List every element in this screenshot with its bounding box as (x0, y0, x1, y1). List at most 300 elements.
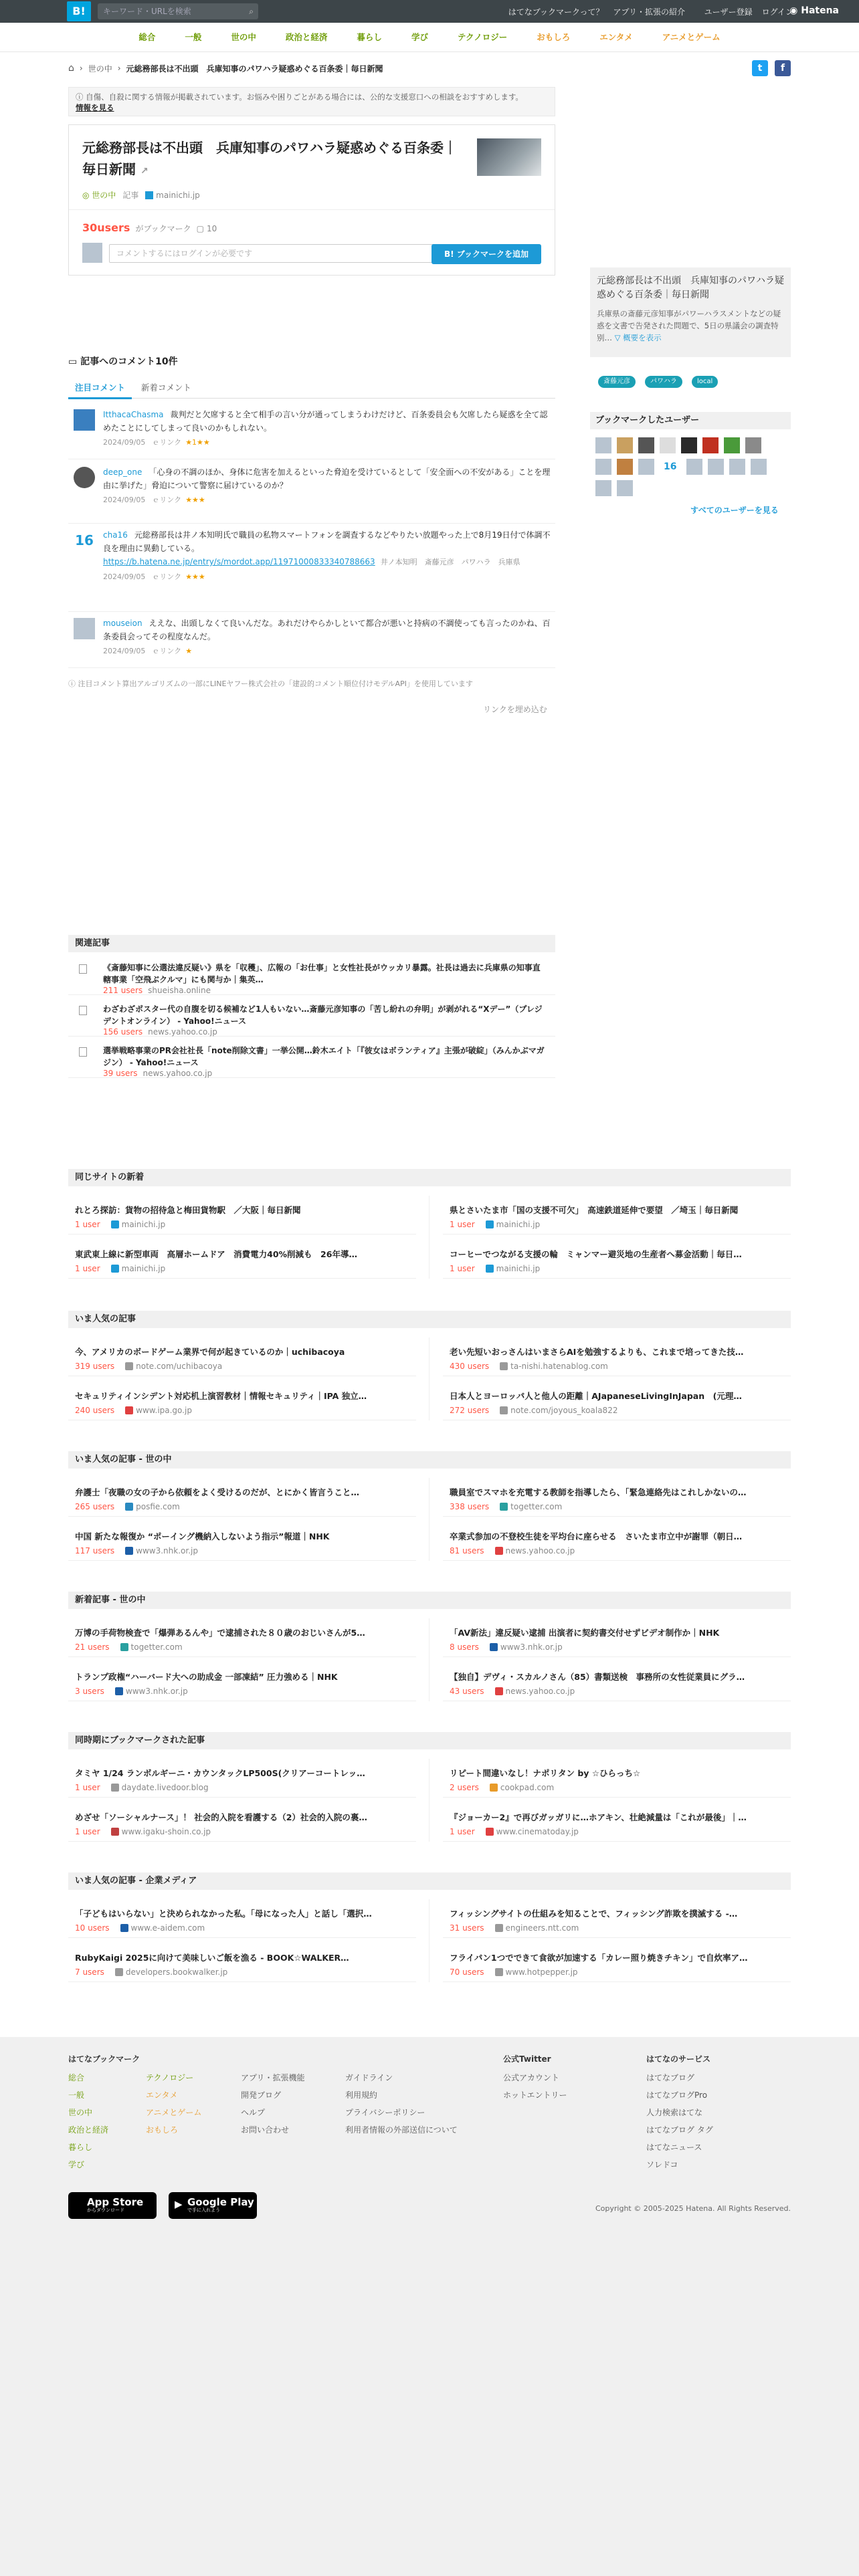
related-site: news.yahoo.co.jp (148, 1027, 217, 1037)
article-site[interactable] (494, 1406, 617, 1415)
footer-link[interactable]: テクノロジー (146, 2073, 194, 2082)
users-count[interactable]: 1 user (75, 1264, 100, 1273)
article-users (450, 1362, 608, 1371)
footer-link[interactable]: 利用者情報の外部送信について (345, 2125, 458, 2135)
article-item[interactable] (443, 1943, 791, 1982)
article-users (450, 1923, 579, 1933)
article-title[interactable]: 弁護士「夜職の女の子から依頼をよく受けるのだが、とにかく皆言うこと… (75, 1487, 360, 1497)
article-site[interactable] (106, 1783, 209, 1792)
users-count[interactable]: 265 users (75, 1502, 115, 1511)
comment-username[interactable]: mouseion (103, 619, 142, 628)
article-title[interactable]: 日本人とヨーロッパ人と他人の距離｜AJapaneseLivingInJapan (元理… (450, 1391, 742, 1401)
footer-link[interactable]: エンタメ (146, 2090, 178, 2100)
divider (68, 611, 555, 612)
footer-link[interactable]: ガイドライン (345, 2073, 393, 2082)
comment-date[interactable]: 2024/09/05 (103, 572, 146, 581)
users-count[interactable]: 1 user (450, 1264, 475, 1273)
users-count[interactable]: 8 users (450, 1642, 479, 1652)
article-users (75, 1923, 205, 1933)
bookmark-user-avatar[interactable] (686, 459, 702, 475)
article-title[interactable]: 老い先短いおっさんはいまさらAIを勉強するよりも、これまで培ってきた技… (450, 1347, 744, 1357)
footer-link[interactable]: はてなブログ (646, 2073, 695, 2082)
users-count: 156 users (103, 1027, 143, 1037)
bookmark-user-avatar[interactable] (617, 480, 633, 496)
comment-icon: ▭ (68, 356, 81, 367)
users-count[interactable]: 272 users (450, 1406, 490, 1415)
site-name: mainichi.jp (121, 1264, 166, 1273)
site-name: engineers.ntt.com (505, 1923, 579, 1933)
comment-date[interactable]: 2024/09/05 (103, 496, 146, 504)
bookmark-user-avatar[interactable] (745, 437, 761, 453)
article-title[interactable]: めざせ「ソーシャルナース」！ 社会的入院を看護する（2）社会的入院の裏… (75, 1812, 367, 1822)
article-item[interactable] (68, 1337, 416, 1376)
users-count[interactable]: 338 users (450, 1502, 490, 1511)
comment-text: 「心身の不調のほか、身体に危害を加えるといった脅迫を受けているとして「安全面への不安がある」ことを理由に挙げた」脅迫について警察に届けているのか？ (103, 467, 551, 490)
article-item[interactable] (443, 1337, 791, 1376)
article-title[interactable]: 東武東上線に新型車両 高層ホームドア 消費電力40%削減も 26年導… (75, 1249, 357, 1259)
footer-twitter-heading: 公式Twitter (503, 2054, 551, 2064)
users-count[interactable]: 1 user (450, 1827, 475, 1836)
show-summary-link[interactable]: ▽ 概要を表示 (614, 333, 662, 342)
article-item[interactable] (68, 1943, 416, 1982)
article-title[interactable]: タミヤ 1/24 ランボルギーニ・カウンタックLP500S(クリアーコートレッ… (75, 1768, 365, 1778)
footer-link[interactable]: 学び (68, 2160, 85, 2169)
article-site[interactable] (106, 1220, 166, 1229)
site-name: news.yahoo.co.jp (505, 1687, 575, 1696)
related-title[interactable]: わざわざポスター代の自腹を切る候補など1人もいない…斎藤元彦知事の「苦し紛れの弁明」が剥がれる“Xデー”（プレジデントオンライン） - Yahoo!ニュース (103, 1004, 543, 1026)
tab-new-comments[interactable]: 新着コメント (140, 383, 191, 393)
article-site[interactable] (106, 1264, 166, 1273)
site-name: www.e-aidem.com (130, 1923, 205, 1933)
info-icon: ⓘ (76, 92, 86, 102)
footer-link[interactable]: 一般 (68, 2090, 85, 2100)
bookmark-user-avatar[interactable] (681, 437, 697, 453)
section-heading: 新着記事 - 世の中 (68, 1592, 791, 1609)
column-divider (429, 1759, 430, 1842)
nav-item[interactable]: 政治と経済 (285, 32, 328, 42)
bookmark-users-heading: ブックマークしたユーザー (590, 412, 791, 429)
bookmark-user-avatar[interactable] (638, 437, 654, 453)
users-count[interactable]: 2 users (450, 1783, 479, 1792)
nav-item[interactable]: おもしろ (537, 32, 571, 42)
divider (68, 523, 555, 524)
footer-link[interactable]: 総合 (68, 2073, 85, 2082)
article-title[interactable]: 県とさいたま市「国の支援不可欠」 高速鉄道延伸で要望 ／埼玉｜毎日新聞 (450, 1205, 739, 1215)
article-item[interactable] (443, 1382, 791, 1420)
footer-link[interactable]: ヘルプ (241, 2108, 266, 2117)
bookmark-user-avatar[interactable] (595, 437, 611, 453)
nav-item[interactable]: 一般 (185, 32, 202, 42)
related-title[interactable]: 《斎藤知事に公選法違反疑い》県を「収穫」、広報の「お仕事」と女性社長がウッカリ暴露。社長は過去に兵庫県の知事直轄事業「空飛ぶクルマ」にも関与か｜集英… (103, 963, 541, 984)
bookmark-user-avatar[interactable] (724, 437, 740, 453)
column-divider (429, 1618, 430, 1701)
footer-link[interactable]: 公式アカウント (503, 2073, 559, 2082)
article-users (450, 1264, 540, 1273)
search-icon[interactable]: ⌕ (249, 7, 254, 16)
column-divider (429, 1899, 430, 1982)
users-count[interactable]: 319 users (75, 1362, 115, 1371)
article-site[interactable] (490, 1546, 575, 1555)
tag-chip[interactable]: 斎藤元彦 (598, 376, 636, 388)
comments-heading: ▭ 記事へのコメント10件 (68, 356, 178, 367)
star-rating[interactable]: ★ (185, 647, 193, 655)
register-link[interactable]: ユーザー登録 (704, 7, 753, 17)
site-favicon-icon (145, 191, 153, 199)
footer-link[interactable]: 世の中 (68, 2108, 93, 2117)
related-site: news.yahoo.co.jp (142, 1069, 213, 1078)
footer-link[interactable]: アプリ・拡張機能 (241, 2073, 305, 2082)
footer-link[interactable]: はてなニュース (646, 2143, 702, 2152)
users-count[interactable]: 430 users (450, 1362, 490, 1371)
article-title[interactable]: 【独自】デヴィ・スカルノさん（85）書類送検 事務所の女性従業員にグラ… (450, 1672, 745, 1682)
nav-item[interactable]: テクノロジー (457, 32, 508, 42)
footer-link[interactable]: 人力検索はてな (646, 2108, 703, 2117)
users-count[interactable]: 117 users (75, 1546, 115, 1555)
site-name: mainichi.jp (496, 1264, 541, 1273)
bookmark-user-avatar[interactable] (702, 437, 719, 453)
article-item[interactable] (68, 1618, 416, 1657)
related-users[interactable] (103, 1069, 212, 1078)
link-label[interactable]: ｅリンク (152, 647, 182, 655)
site-favicon-icon (111, 1265, 119, 1273)
site-name: ta-nishi.hatenablog.com (510, 1362, 608, 1371)
article-site[interactable] (120, 1502, 180, 1511)
comment-username[interactable]: deep_one (103, 467, 142, 477)
site-favicon-icon (500, 1503, 508, 1511)
article-item[interactable] (68, 1803, 416, 1842)
footer-link[interactable]: お問い合わせ (241, 2125, 290, 2135)
users-count[interactable]: 81 users (450, 1546, 484, 1555)
users-count[interactable]: 1 user (75, 1783, 100, 1792)
article-item[interactable] (68, 1759, 416, 1798)
article-title[interactable]: トランプ政権“ハーバード大への助成金 一部凍結” 圧力強める｜NHK (75, 1672, 338, 1682)
article-users (450, 1642, 563, 1652)
comment-username[interactable]: ItthacaChasma (103, 410, 164, 419)
article-title[interactable]: 『ジョーカー2』で再びガッガリに…ホアキン、壮絶減量は「これが最後」｜… (450, 1812, 747, 1822)
site-favicon-icon (495, 1968, 503, 1976)
section-heading: いま人気の記事 (68, 1311, 791, 1328)
related-users[interactable] (103, 986, 211, 995)
bookmark-user-avatar[interactable] (729, 459, 745, 475)
about-link[interactable]: はてなブックマークって？ (508, 7, 604, 17)
article-users (75, 1220, 165, 1229)
article-item[interactable] (68, 1522, 416, 1561)
article-site[interactable] (480, 1827, 579, 1836)
article-item[interactable] (443, 1478, 791, 1517)
copyright: Copyright © 2005-2025 Hatena. All Rights Reserved. (595, 2204, 791, 2213)
article-item[interactable] (68, 1662, 416, 1701)
site-name: note.com/uchibacoya (136, 1362, 223, 1371)
comment-text: 裁判だと欠席すると全て相手の言い分が通ってしまうわけだけど、百条委員会も欠席したら疑惑を全て認めたことにしてしまって良いのかもしれない。 (103, 410, 548, 433)
comment-item (68, 465, 555, 519)
star-rating[interactable]: ★1★★ (185, 438, 210, 447)
article-title[interactable]: セキュリティインシデント対応机上演習教材｜情報セキュリティ｜IPA 独立… (75, 1391, 367, 1401)
breadcrumb-page: 元総務部長は不出頭 兵庫知事のパワハラ疑惑めぐる百条委｜毎日新聞 (126, 64, 383, 74)
nav-item[interactable]: エンタメ (599, 32, 633, 42)
article-item[interactable] (443, 1803, 791, 1842)
notice-link[interactable]: 情報を見る (76, 103, 114, 112)
comment-username[interactable]: cha16 (103, 530, 128, 540)
footer-heading: はてなブックマーク (68, 2054, 140, 2064)
users-count[interactable]: 43 users (450, 1687, 484, 1696)
article-title[interactable]: れとろ探訪：貨物の招待急と梅田貨物駅 ／大阪｜毎日新聞 (75, 1205, 301, 1215)
article-site[interactable] (490, 1923, 579, 1933)
article-site[interactable] (484, 1642, 563, 1652)
footer-link[interactable]: はてなブログ タグ (646, 2125, 713, 2135)
footer-services-heading: はてなのサービス (646, 2054, 711, 2064)
link-label[interactable]: ｅリンク (152, 438, 182, 447)
footer-link[interactable]: ソレドコ (646, 2160, 678, 2169)
site-name: mainichi.jp (496, 1220, 541, 1229)
article-title[interactable]: フィッシングサイトの仕組みを知ることで、フィッシング詐欺を撲滅する -… (450, 1909, 738, 1919)
article-site[interactable] (106, 1827, 211, 1836)
related-heading: 関連記事 (68, 935, 555, 952)
article-title[interactable]: RubyKaigi 2025に向けて美味しいご飯を漁る - BOOK☆WALKER… (75, 1953, 349, 1963)
star-rating[interactable]: ★★★ (185, 572, 205, 581)
login-link[interactable]: ログイン (761, 7, 793, 17)
bookmark-user-avatar[interactable] (595, 459, 611, 475)
article-title[interactable]: リピート間違いなし！ナポリタン by ☆ひらっち☆ (450, 1768, 641, 1778)
article-site[interactable] (490, 1967, 578, 1977)
article-site[interactable] (484, 1783, 554, 1792)
twitter-share-icon[interactable]: t (752, 60, 768, 76)
article-users (450, 1827, 579, 1836)
comment-link[interactable]: https://b.hatena.ne.jp/entry/s/mordot.app/11971000833340788663 (103, 557, 375, 566)
divider (69, 209, 555, 210)
article-title[interactable]: 「子どもはいらない」と決められなかった私。「母になった人」と話し「選択… (75, 1909, 372, 1919)
footer-link[interactable]: 暮らし (68, 2143, 93, 2152)
facebook-share-icon[interactable]: f (775, 60, 791, 76)
footer (0, 2037, 859, 2576)
hatena-bookmark-logo[interactable]: B! (67, 1, 91, 21)
article-site[interactable] (490, 1687, 575, 1696)
nav-item[interactable]: アニメとゲーム (662, 32, 721, 42)
comment-body (103, 528, 551, 584)
all-users-link[interactable]: すべてのユーザーを見る (690, 506, 779, 515)
article-users (75, 1502, 180, 1511)
users-count[interactable]: 3 users (75, 1687, 104, 1696)
site-favicon-icon (111, 1220, 119, 1228)
article-title[interactable]: 中国 新たな報復か “ポーイング機納入しないよう指示”報道｜NHK (75, 1531, 330, 1541)
embed-link[interactable]: リンクを埋め込む (483, 705, 547, 714)
article-item[interactable] (443, 1196, 791, 1235)
entry-card (68, 124, 555, 276)
related-title[interactable]: 選挙戦略事業のPR会社社長「note削除文書」一挙公開…鈴木エイト「『彼女はボランティア』主張が破綻」（みんかぶマガジン） - Yahoo!ニュース (103, 1046, 545, 1067)
article-item[interactable] (443, 1899, 791, 1938)
users-count[interactable]: 1 user (75, 1220, 100, 1229)
user-avatar (82, 243, 102, 263)
nav-item[interactable]: 暮らし (357, 32, 382, 42)
app-store-button[interactable]: App Store からダウンロード (68, 2192, 157, 2219)
article-title[interactable]: フライパン1つでできて食欲が加速する「カレー照り焼きチキン」で自炊率ア… (450, 1953, 748, 1963)
site-name: www3.nhk.or.jp (500, 1642, 563, 1652)
article-title[interactable]: コーヒーでつながる支援の輪 ミャンマー避災地の生産者へ募金活動｜毎日… (450, 1249, 742, 1259)
avatar[interactable] (74, 467, 95, 488)
article-item[interactable] (68, 1196, 416, 1235)
article-item[interactable] (443, 1759, 791, 1798)
column-divider (429, 1337, 430, 1420)
article-item[interactable] (443, 1522, 791, 1561)
site-favicon-icon (125, 1362, 133, 1370)
related-users[interactable] (103, 1027, 217, 1037)
breadcrumb-section[interactable]: 世の中 (88, 64, 112, 74)
site-favicon-icon (490, 1643, 498, 1651)
category-nav (0, 23, 859, 52)
bookmark-count-badge[interactable]: 16 (664, 461, 677, 472)
footer-link[interactable]: プライバシーポリシー (345, 2108, 425, 2117)
site-favicon-icon (115, 1968, 123, 1976)
section-heading: 同じサイトの新着 (68, 1169, 791, 1186)
bookmark-user-avatar[interactable] (660, 437, 676, 453)
footer-link[interactable]: はてなブログPro (646, 2090, 708, 2100)
article-site[interactable] (120, 1546, 198, 1555)
site-favicon-icon (111, 1828, 119, 1836)
article-site[interactable] (110, 1967, 227, 1977)
article-site[interactable] (480, 1264, 541, 1273)
top-links (508, 0, 685, 23)
users-count[interactable]: 7 users (75, 1967, 104, 1977)
site-name: www.igaku-shoin.co.jp (121, 1827, 211, 1836)
article-site[interactable] (494, 1362, 608, 1371)
site-favicon-icon (125, 1503, 133, 1511)
bookmark-user-avatar[interactable] (751, 459, 767, 475)
nav-item[interactable]: 学び (411, 32, 428, 42)
article-site[interactable] (115, 1642, 183, 1652)
users-count[interactable]: 31 users (450, 1923, 484, 1933)
google-play-button[interactable]: ▶ Google Play で手に入れよう (169, 2192, 257, 2219)
top-bar (0, 0, 859, 23)
article-site[interactable] (120, 1362, 222, 1371)
site-favicon-icon (495, 1547, 503, 1555)
add-bookmark-button[interactable]: B! ブックマークを追加 (432, 244, 541, 264)
bookmark-user-avatar[interactable] (617, 459, 633, 475)
site-favicon-icon (120, 1643, 128, 1651)
site-favicon-icon (490, 1784, 498, 1792)
article-item[interactable] (68, 1240, 416, 1279)
bookmark-user-avatar[interactable] (638, 459, 654, 475)
section-heading: いま人気の記事 - 世の中 (68, 1451, 791, 1469)
comment-item (68, 528, 555, 607)
nav-item[interactable]: 世の中 (231, 32, 256, 42)
related-item[interactable] (68, 1038, 555, 1078)
site-name: cookpad.com (500, 1783, 555, 1792)
entry-category[interactable]: ◎ 世の中 (82, 191, 116, 200)
comment-date[interactable]: 2024/09/05 (103, 438, 146, 447)
related-item[interactable] (68, 955, 555, 995)
footer-link[interactable]: アニメとゲーム (146, 2108, 202, 2117)
comment-text: ええな、出頭しなくて良いんだな。あれだけやらかしといて都合が悪いと持病の不調使っても言ったのかね、百条委員会ってその程度なんだ。 (103, 619, 551, 641)
link-label[interactable]: ｅリンク (152, 572, 182, 581)
bookmark-user-avatar[interactable] (595, 480, 611, 496)
tag-chip[interactable]: local (692, 376, 718, 388)
article-item[interactable] (68, 1382, 416, 1420)
avatar[interactable] (74, 618, 95, 639)
site-favicon-icon (111, 1784, 119, 1792)
site-favicon-icon (500, 1362, 508, 1370)
article-users (75, 1783, 209, 1792)
users-count[interactable]: 1 user (450, 1220, 475, 1229)
tab-featured-comments[interactable]: 注目コメント (68, 379, 132, 399)
users-count[interactable]: 10 users (75, 1923, 110, 1933)
site-name: daydate.livedoor.blog (121, 1783, 209, 1792)
article-site[interactable] (115, 1923, 205, 1933)
article-title[interactable]: 「AV新法」違反疑い逮捕 出演者に契約書交付せずビデオ制作か｜NHK (450, 1628, 720, 1638)
footer-link[interactable]: おもしろ (146, 2125, 179, 2135)
comment-date[interactable]: 2024/09/05 (103, 647, 146, 655)
site-favicon-icon (125, 1406, 133, 1414)
article-users (450, 1687, 575, 1696)
article-site[interactable] (120, 1406, 192, 1415)
entry-title[interactable]: 元総務部長は不出頭 兵庫知事のパワハラ疑惑めぐる百条委｜毎日新聞 ↗ (82, 140, 457, 177)
comment-item (68, 617, 555, 663)
users-count[interactable]: 240 users (75, 1406, 115, 1415)
site-name: posfie.com (136, 1502, 180, 1511)
article-item[interactable] (68, 1899, 416, 1938)
users-count[interactable]: 70 users (450, 1967, 484, 1977)
footer-link[interactable]: ホットエントリー (503, 2090, 567, 2100)
related-site: shueisha.online (148, 986, 211, 995)
article-title[interactable]: 卒業式参加の不登校生徒を平均台に座らせる さいたま市立中が謝罪（朝日… (450, 1531, 743, 1541)
article-item[interactable] (443, 1240, 791, 1279)
site-favicon-icon (486, 1220, 494, 1228)
article-item[interactable] (443, 1618, 791, 1657)
entry-site[interactable]: mainichi.jp (145, 191, 199, 200)
hatena-brand[interactable]: ◉ Hatena (789, 5, 839, 16)
home-icon[interactable]: ⌂ (68, 63, 74, 74)
nav-item[interactable]: 総合 (138, 32, 156, 42)
footer-link[interactable]: 政治と経済 (68, 2125, 109, 2135)
article-site[interactable] (480, 1220, 541, 1229)
site-name: www.cinematoday.jp (496, 1827, 579, 1836)
comment-input[interactable]: コメントするにはログインが必要です (109, 244, 450, 263)
entry-thumbnail[interactable] (477, 138, 541, 176)
bookmark-user-avatar[interactable] (708, 459, 724, 475)
tag-chip[interactable]: パワハラ (645, 376, 682, 388)
users-count[interactable]: 21 users (75, 1642, 110, 1652)
entry-tag: 記事 (122, 191, 139, 200)
article-title[interactable]: 万博の手荷物検査で「爆弾あるんや」で逮捕された８０歳のおじいさんが5… (75, 1628, 365, 1638)
footer-link[interactable]: 利用規約 (345, 2090, 378, 2100)
star-rating[interactable]: ★★★ (185, 496, 205, 504)
article-site[interactable] (494, 1502, 562, 1511)
users-count[interactable]: 1 user (75, 1827, 100, 1836)
summary-description: 兵庫県の斎藤元彦知事がパワーハラスメントなどの疑惑を文書で告発された問題で、5日の県議会の調査特别… ▽ 概要を表示 (597, 309, 781, 342)
site-favicon-icon (486, 1828, 494, 1836)
bookmark-user-avatar[interactable] (617, 437, 633, 453)
site-favicon-icon (486, 1265, 494, 1273)
article-item[interactable] (68, 1478, 416, 1517)
apps-link[interactable]: アプリ・拡張の紹介 (613, 7, 685, 17)
document-icon (79, 1006, 87, 1015)
article-users (75, 1687, 188, 1696)
search-input[interactable]: キーワード・URLを検索 ⌕ (98, 3, 258, 19)
avatar[interactable] (74, 409, 95, 431)
article-title[interactable]: 今、アメリカのボードゲーム業界で何が起きているのか｜uchibacoya (75, 1347, 345, 1357)
article-users (450, 1783, 554, 1792)
bookmark-users-count[interactable]: 30users がブックマーク ▢ 10 (82, 221, 217, 234)
footer-link[interactable]: 開発ブログ (241, 2090, 282, 2100)
article-users (75, 1827, 211, 1836)
related-item[interactable] (68, 996, 555, 1037)
link-label[interactable]: ｅリンク (152, 496, 182, 504)
site-favicon-icon (495, 1924, 503, 1932)
article-site[interactable] (110, 1687, 188, 1696)
article-title[interactable]: 職員室でスマホを充電する教師を指導したら、「緊急連絡先はこれしかないの… (450, 1487, 747, 1497)
article-users (75, 1642, 183, 1652)
article-users (450, 1546, 575, 1555)
site-favicon-icon (495, 1687, 503, 1695)
article-item[interactable] (443, 1662, 791, 1701)
